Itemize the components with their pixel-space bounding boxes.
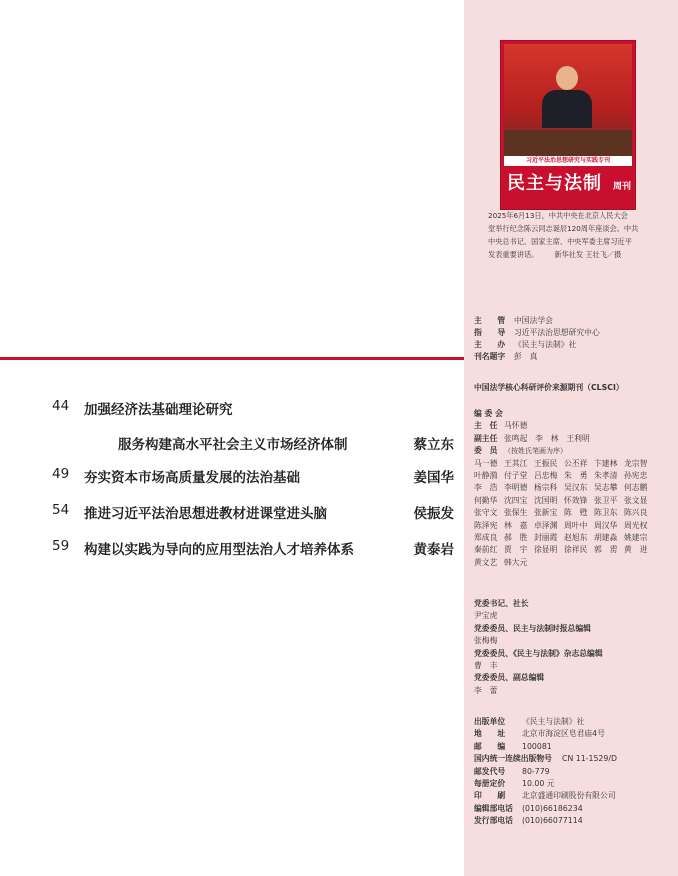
pub-row: 印 刷 北京盛通印刷股份有限公司 bbox=[474, 791, 616, 801]
pub-row: 每册定价 10.00 元 bbox=[474, 779, 555, 789]
toc-entry[interactable] bbox=[0, 538, 464, 560]
board-member: 姚建宗 bbox=[624, 533, 648, 543]
sponsor-row: 主 管 中国法学会 bbox=[474, 316, 553, 325]
caption-line: 堂举行纪念陈云同志诞辰120周年座谈会。中共 bbox=[488, 224, 639, 233]
board-member: 何志鹏 bbox=[624, 483, 648, 493]
toc-entry[interactable] bbox=[0, 466, 464, 488]
leader-title: 党委书记、社长 bbox=[474, 599, 529, 608]
board-members-row bbox=[474, 520, 654, 532]
editorial-board bbox=[474, 408, 654, 569]
board-member: 徐祥民 bbox=[564, 545, 588, 555]
board-member: 贾 宇 bbox=[504, 545, 528, 555]
toc-page-number: 49 bbox=[52, 466, 70, 482]
board-member: 吴志攀 bbox=[594, 483, 618, 493]
pub-row: 编辑部电话 (010)66186234 bbox=[474, 803, 583, 813]
publication-info bbox=[474, 716, 617, 828]
pub-row: 地 址 北京市海淀区皂君庙4号 bbox=[474, 729, 605, 739]
board-member: 何勤华 bbox=[474, 495, 498, 505]
board-member: 吴汉东 bbox=[564, 483, 588, 493]
speaker-desk bbox=[504, 130, 632, 156]
toc-entry[interactable] bbox=[0, 502, 464, 524]
leader-title: 党委委员、《民主与法制》杂志总编辑 bbox=[474, 648, 603, 658]
leader-name: 张梅梅 bbox=[474, 636, 498, 646]
board-member: 张保生 bbox=[504, 508, 528, 518]
board-members-row bbox=[474, 507, 654, 519]
board-member: 李 浩 bbox=[474, 483, 498, 493]
board-vice-director: 副主任 张鸣起 李 林 王利明 bbox=[474, 433, 590, 443]
leader-title: 党委委员、民主与法制时报总编辑 bbox=[474, 623, 591, 633]
board-member: 杨宗科 bbox=[534, 483, 558, 493]
toc-entry[interactable] bbox=[0, 398, 464, 420]
board-member: 龙宗智 bbox=[624, 458, 648, 468]
board-director: 主 任 马怀德 bbox=[474, 421, 528, 431]
caption-line: 2025年6月13日，中共中央在北京人民大会 bbox=[488, 211, 628, 220]
board-member: 孙宪忠 bbox=[624, 471, 648, 481]
board-heading: 编 委 会 bbox=[474, 409, 503, 418]
board-member: 李明德 bbox=[504, 483, 528, 493]
board-member: 林 嘉 bbox=[504, 520, 528, 530]
board-member: 韩大元 bbox=[504, 557, 528, 567]
board-members-label: 委 员 （按姓氏笔画为序） bbox=[474, 446, 567, 456]
board-member: 陈兴良 bbox=[624, 508, 648, 518]
speaker-body bbox=[542, 90, 592, 128]
cover-caption bbox=[488, 209, 672, 261]
photo-credit: 新华社发 王壮飞／摄 bbox=[554, 250, 622, 259]
board-members-row bbox=[474, 544, 654, 556]
toc-author-row bbox=[0, 433, 464, 455]
sponsor-row: 主 办 《民主与法制》社 bbox=[474, 340, 577, 349]
board-member: 怀效锋 bbox=[564, 495, 588, 505]
toc-subtitle: 服务构建高水平社会主义市场经济体制 bbox=[118, 437, 348, 453]
board-member: 张守文 bbox=[474, 508, 498, 518]
sponsor-block bbox=[474, 315, 600, 363]
board-member: 郭 雳 bbox=[594, 545, 618, 555]
board-member: 沈国明 bbox=[534, 495, 558, 505]
board-member: 陈 甦 bbox=[564, 508, 588, 518]
board-member: 王其江 bbox=[504, 458, 528, 468]
clsci-label: 中国法学核心科研评价来源期刊（CLSCI） bbox=[474, 383, 624, 392]
board-member: 张文显 bbox=[624, 495, 648, 505]
board-member: 黄文艺 bbox=[474, 557, 498, 567]
board-member: 吕忠梅 bbox=[534, 471, 558, 481]
board-members-row bbox=[474, 458, 654, 470]
leader-name: 李 蕾 bbox=[474, 685, 498, 695]
board-member: 徐显明 bbox=[534, 545, 558, 555]
board-member: 陈卫东 bbox=[594, 508, 618, 518]
toc-title: 夯实资本市场高质量发展的法治基础 bbox=[84, 470, 300, 486]
toc-author: 黄泰岩 bbox=[413, 542, 454, 558]
board-member: 付子堂 bbox=[504, 471, 528, 481]
board-member: 张卫平 bbox=[594, 495, 618, 505]
board-member: 朱 勇 bbox=[564, 471, 588, 481]
pub-row: 邮发代号 80-779 bbox=[474, 766, 550, 776]
board-member: 周光权 bbox=[624, 520, 648, 530]
board-member: 胡建淼 bbox=[594, 533, 618, 543]
masthead-sidebar bbox=[464, 0, 678, 876]
caption-line: 发表重要讲话。 新华社发 王壮飞／摄 bbox=[488, 250, 622, 259]
speaker-head bbox=[556, 66, 578, 90]
toc-author: 姜国华 bbox=[413, 470, 454, 486]
board-member: 郑成良 bbox=[474, 533, 498, 543]
cover-special-issue-strip: 习近平法治思想研究与实践专刊 bbox=[504, 156, 632, 166]
board-members-row bbox=[474, 557, 654, 569]
leader-name: 曹 丰 bbox=[474, 661, 498, 671]
cover-thumbnail[interactable] bbox=[500, 40, 636, 210]
board-members-row bbox=[474, 482, 654, 494]
red-divider bbox=[0, 357, 464, 360]
board-member: 黄 进 bbox=[624, 545, 648, 555]
sponsor-row: 指 导 习近平法治思想研究中心 bbox=[474, 328, 600, 337]
board-member: 郝 胜 bbox=[504, 533, 528, 543]
cover-weekly-label: 周刊 bbox=[612, 182, 631, 192]
pub-row: 出版单位 《民主与法制》社 bbox=[474, 717, 585, 726]
pub-row: 邮 编 100081 bbox=[474, 741, 552, 751]
board-member: 公丕祥 bbox=[564, 458, 588, 468]
toc-title: 加强经济法基础理论研究 bbox=[84, 402, 233, 418]
toc-title: 构建以实践为导向的应用型法治人才培养体系 bbox=[84, 542, 354, 558]
cover-photo bbox=[504, 44, 632, 156]
board-members-row bbox=[474, 532, 654, 544]
cover-logo: 民主与法制 bbox=[507, 173, 602, 194]
toc-author: 蔡立东 bbox=[413, 437, 454, 453]
board-member: 王振民 bbox=[534, 458, 558, 468]
leader-title: 党委委员、副总编辑 bbox=[474, 673, 545, 683]
board-member: 赵旭东 bbox=[564, 533, 588, 543]
board-member: 周汉华 bbox=[594, 520, 618, 530]
caption-line: 中央总书记、国家主席、中央军委主席习近平 bbox=[488, 237, 632, 246]
speaker-figure bbox=[542, 66, 592, 128]
board-member: 周叶中 bbox=[564, 520, 588, 530]
pub-row: 发行部电话 (010)66077114 bbox=[474, 816, 583, 826]
pub-row: 国内统一连续出版物号 CN 11-1529/D bbox=[474, 754, 617, 764]
sponsor-row: 刊名题字 彭 真 bbox=[474, 352, 538, 361]
board-member: 朱孝清 bbox=[594, 471, 618, 481]
board-member: 秦前红 bbox=[474, 545, 498, 555]
board-member: 张新宝 bbox=[534, 508, 558, 518]
toc-title: 推进习近平法治思想进教材进课堂进头脑 bbox=[84, 506, 327, 522]
board-member: 沈四宝 bbox=[504, 495, 528, 505]
leadership-block bbox=[474, 598, 603, 697]
toc-author: 侯振发 bbox=[413, 506, 454, 522]
toc-page-number: 44 bbox=[52, 398, 70, 414]
leader-name: 尹宝虎 bbox=[474, 611, 498, 621]
board-members-row bbox=[474, 495, 654, 507]
board-members-row bbox=[474, 470, 654, 482]
board-member: 卞建林 bbox=[594, 458, 618, 468]
board-members-grid bbox=[474, 458, 654, 570]
toc-page-number: 59 bbox=[52, 538, 70, 554]
board-member: 陈泽宪 bbox=[474, 520, 498, 530]
board-member: 封丽霞 bbox=[534, 533, 558, 543]
board-member: 马一德 bbox=[474, 458, 498, 468]
board-member: 叶静漪 bbox=[474, 471, 498, 481]
toc-page-number: 54 bbox=[52, 502, 70, 518]
board-member: 卓泽渊 bbox=[534, 520, 558, 530]
